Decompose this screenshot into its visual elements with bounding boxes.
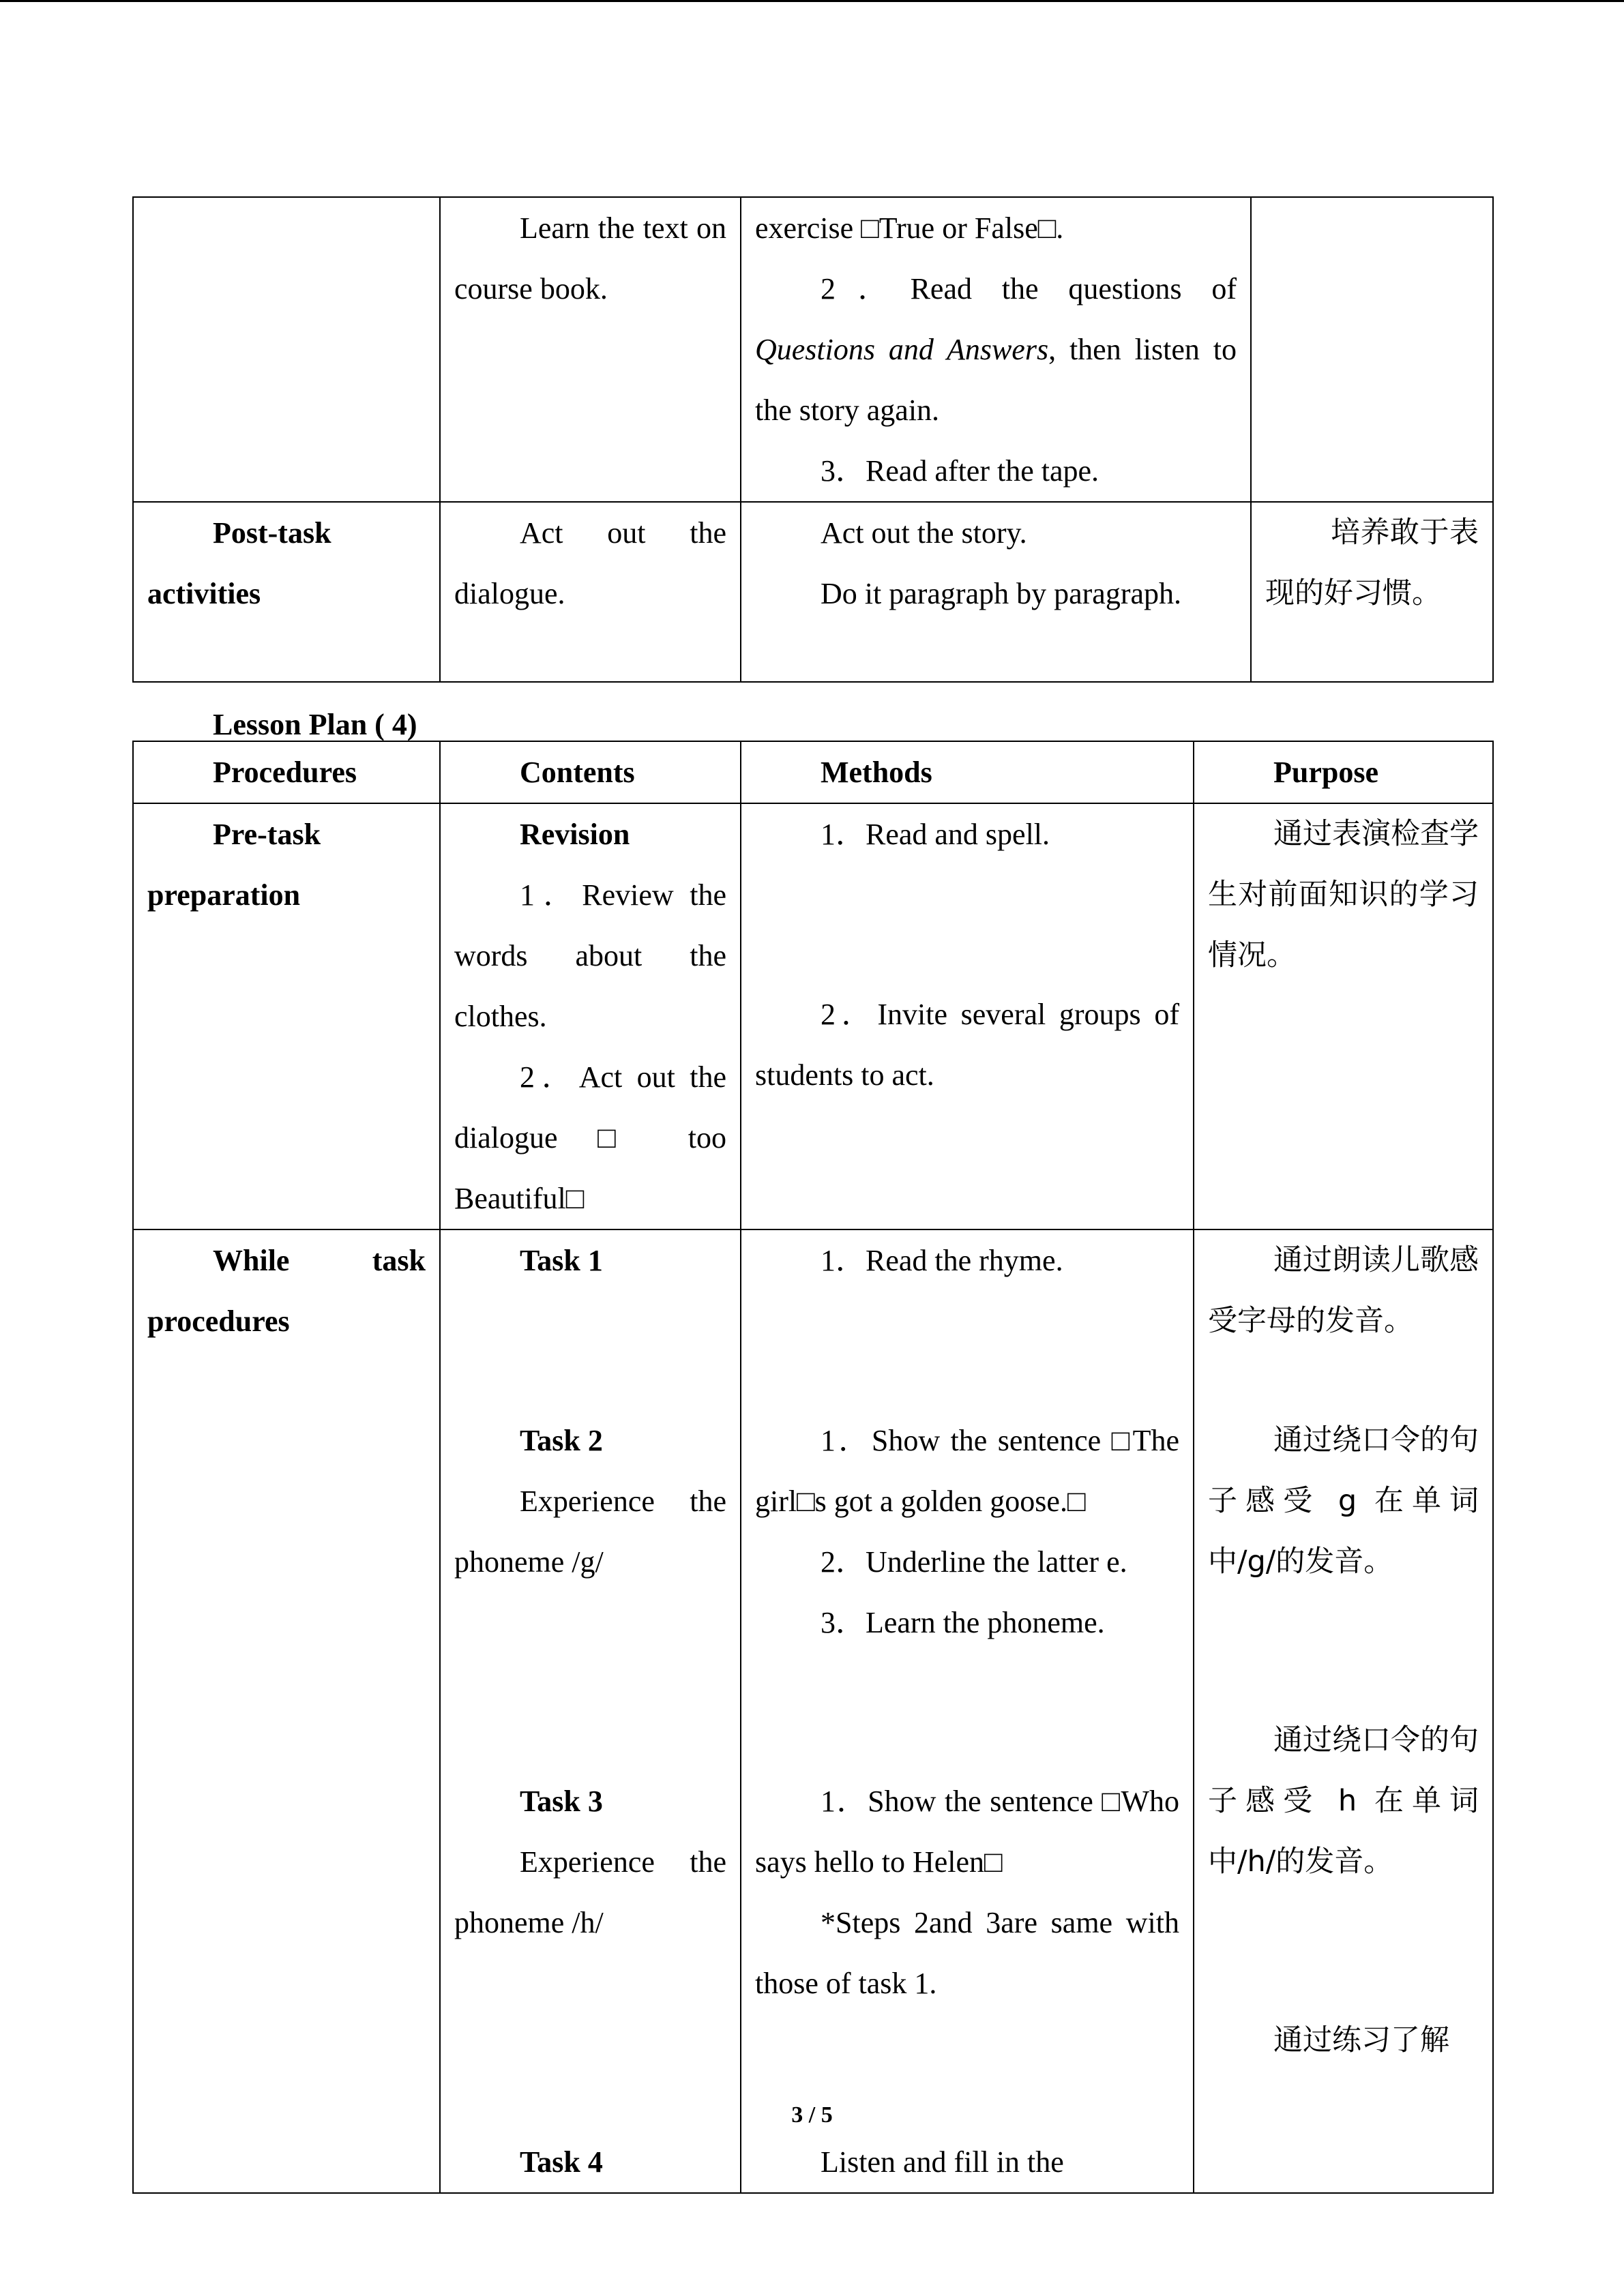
header-contents: Contents (440, 741, 741, 803)
contents-cell (440, 502, 741, 682)
methods-cell (741, 803, 1194, 1229)
procedure-label: While task procedures (147, 1244, 426, 1338)
purpose-text: 通过表演检查学生对前面知识的学习情况。 (1208, 817, 1479, 972)
purpose-text: 通过绕口令的句子感受 h 在单词中/h/的发音。 (1208, 1723, 1479, 1879)
task-title: Task 1 (520, 1244, 603, 1277)
method-item: Listen and fill in the (821, 2145, 1064, 2179)
purpose-cell (1251, 502, 1493, 682)
contents-cell (440, 803, 741, 1229)
task-content: Experience the phoneme /g/ (454, 1485, 726, 1579)
task-content: Experience the phoneme /h/ (454, 1845, 726, 1939)
method-item: 2．Underline the latter e. (821, 1545, 1127, 1579)
task-title: Task 4 (520, 2145, 603, 2179)
procedure-cell (133, 197, 440, 502)
procedure-cell (133, 1229, 440, 2193)
purpose-text: 通过绕口令的句子感受 g 在单词中/g/的发音。 (1208, 1423, 1479, 1579)
purpose-cell (1194, 803, 1493, 1229)
table-row (133, 1229, 1493, 2193)
contents-item: 1．Review the words about the clothes. (454, 878, 726, 1033)
table-header-row (133, 741, 1493, 803)
methods-cell (741, 1229, 1194, 2193)
procedure-label: Pre-task preparation (147, 818, 321, 912)
table-row (133, 197, 1493, 502)
method-item: Do it paragraph by paragraph. (821, 577, 1182, 610)
header-procedures: Procedures (133, 741, 440, 803)
purpose-text: 培养敢于表现的好习惯。 (1265, 516, 1479, 610)
contents-item: 2．Act out the dialogue □ too Beautiful□ (454, 1060, 726, 1215)
method-item: 3．Learn the phoneme. (821, 1606, 1105, 1639)
task-title: Task 2 (520, 1424, 603, 1457)
lesson-plan-table (132, 741, 1494, 2194)
purpose-cell (1194, 1229, 1493, 2193)
lesson-plan-title: Lesson Plan ( 4) (213, 708, 417, 741)
method-item: 1．Read and spell. (821, 818, 1050, 851)
purpose-text: 通过练习了解 (1273, 2023, 1449, 2057)
method-item: Act out the story. (821, 516, 1027, 550)
task-title: Task 3 (520, 1785, 603, 1818)
procedure-cell (133, 803, 440, 1229)
table-row (133, 502, 1493, 682)
continued-table (132, 196, 1494, 683)
method-item: 1．Show the sentence □Who says hello to Helen□ (755, 1785, 1179, 1879)
contents-text: Act out the dialogue. (454, 516, 726, 610)
method-item: 2．Invite several groups of students to act. (755, 998, 1179, 1092)
header-purpose: Purpose (1194, 741, 1493, 803)
method-item: 3．Read after the tape. (821, 454, 1099, 488)
contents-cell (440, 1229, 741, 2193)
procedure-label: Post-task activities (147, 516, 331, 610)
method-item: 2．Read the questions of Questions and Answers, then listen to the story again. (755, 272, 1237, 427)
method-item: *Steps 2and 3are same with those of task 1. (755, 1906, 1179, 2000)
contents-heading: Revision (520, 818, 630, 851)
method-item: 1．Read the rhyme. (821, 1244, 1063, 1277)
method-line: exercise □True or False□. (755, 211, 1064, 245)
methods-cell (741, 197, 1251, 502)
purpose-text: 通过朗读儿歌感受字母的发音。 (1208, 1243, 1479, 1338)
top-border-line (0, 0, 1624, 2)
page-number: 3 / 5 (791, 2102, 833, 2128)
table-row (133, 803, 1493, 1229)
header-methods: Methods (741, 741, 1194, 803)
contents-text: Learn the text on course book. (454, 211, 726, 305)
methods-cell (741, 502, 1251, 682)
purpose-cell (1251, 197, 1493, 502)
method-item: 1．Show the sentence □The girl□s got a golden goose.□ (755, 1424, 1179, 1518)
procedure-cell (133, 502, 440, 682)
contents-cell (440, 197, 741, 502)
